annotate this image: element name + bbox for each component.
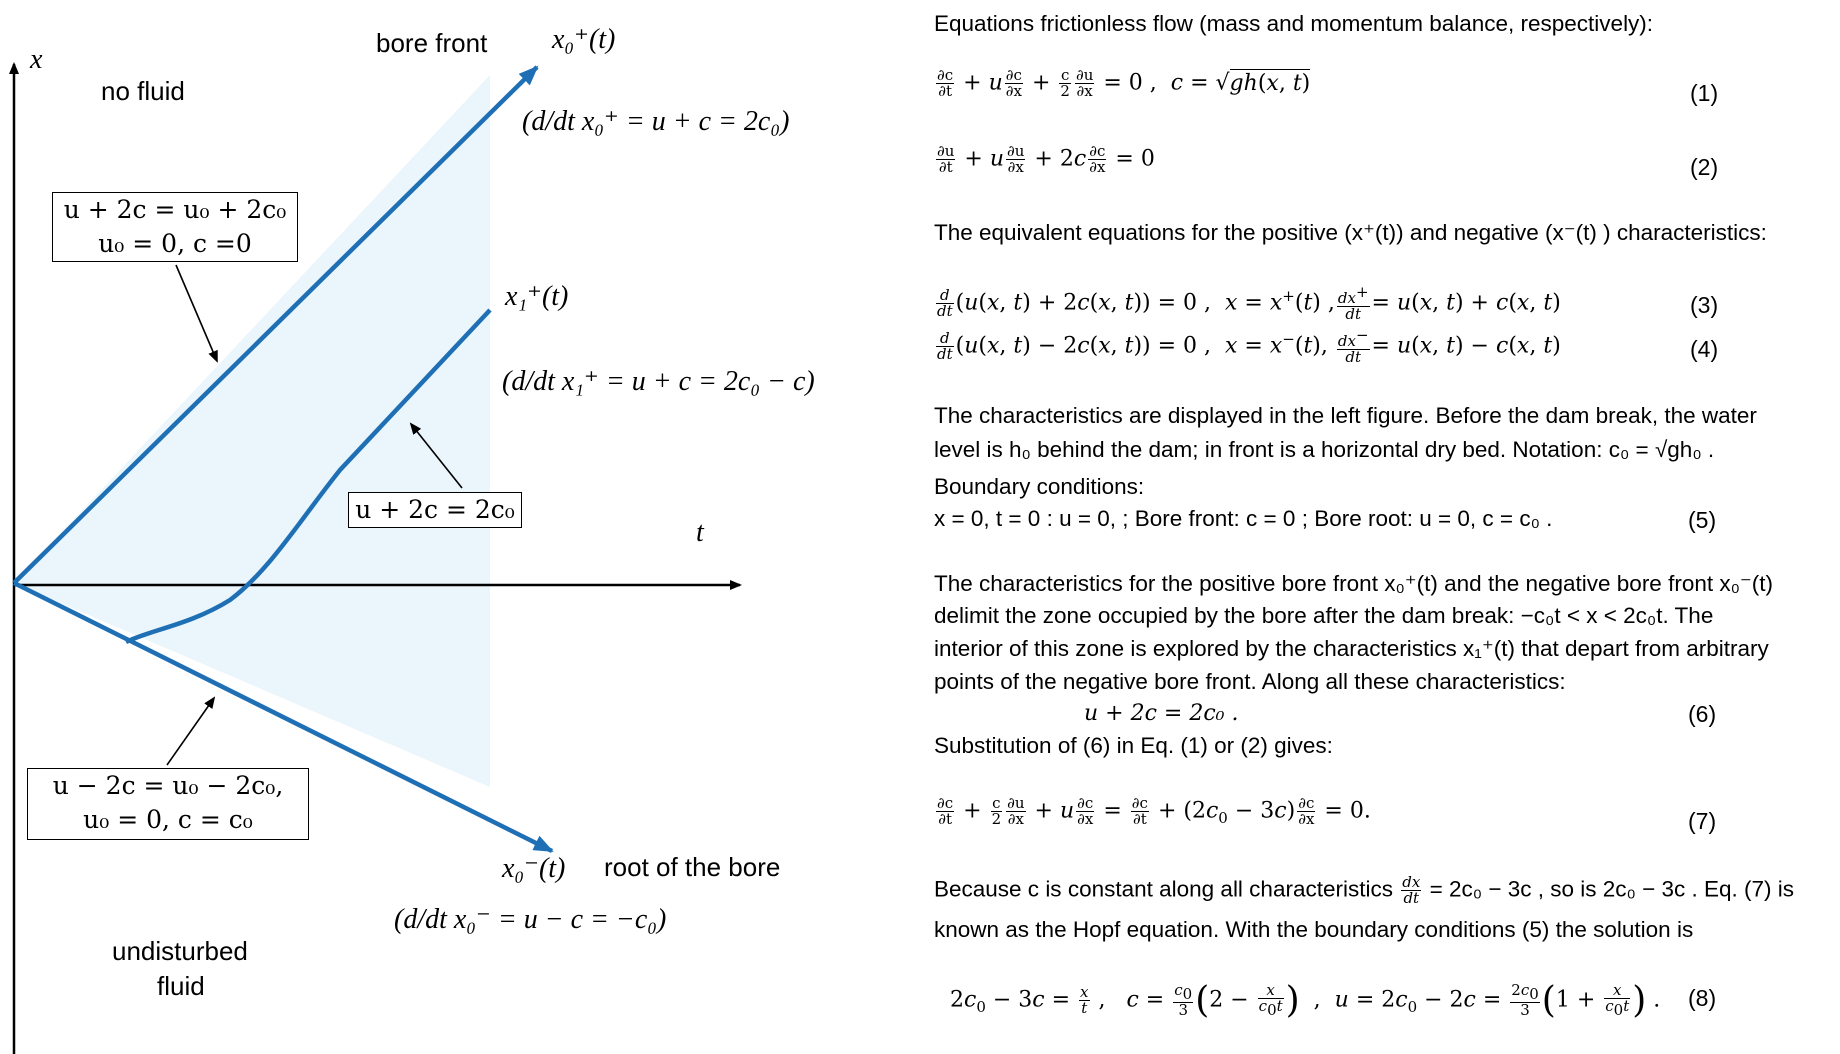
para1-line1: The characteristics are displayed in the left figure. Before the dam break, the water [934,403,1757,428]
equation-8: $2c_0 - 3c$ = $\frac{x}{t}$ , c = $\frac{c_0}{3}$ (2 − $\frac{x}{c_0t}$ ) , $u = 2c_0 - 2c$ = $\frac{2c_0}{3}$ (1 + $\frac{x}{c_0t}$ ) . [950,980,1661,1021]
equation-6: u + 2c = 2c₀ . [1084,701,1239,726]
pointer-arrow-bottom [167,698,214,765]
para4-line1-end: = 2c₀ − 3c , so is 2c₀ − 3c . Eq. (7) is [1429,876,1795,902]
box-bot-line2: u₀ = 0, c = c₀ [83,805,253,834]
riemann-box-top [52,192,298,262]
box-mid-line: u + 2c = 2c₀ [355,495,515,524]
equation-6-number: (6) [1688,701,1717,727]
equation-7-number: (7) [1688,808,1717,834]
x0-plus-label: x₀⁺(t) [552,24,616,55]
pointer-arrow-top [176,265,217,361]
heading: Equations frictionless flow (mass and momentum balance, respectively): [934,11,1654,36]
axis-x-label: x [30,44,43,75]
equation-4-number: (4) [1690,336,1719,362]
explanation-panel [932,0,1832,1054]
para1-line3: Boundary conditions: [934,474,1145,499]
riemann-box-mid [348,492,522,528]
front-velocity-eq: (d/dt x₀⁺ = u + c = 2c₀) [522,106,790,137]
bore-front-label: bore front [376,28,488,58]
x0-minus-label: x₀⁻(t) [502,853,566,884]
equation-3: $\frac{d}{dt}$ (u(x, t) + 2c(x, t)) = 0 , x = x+(t) , $\frac{dx^+}{dt}$ = u(x, t) + c(x, t) [937,283,1561,323]
para4-line2: known as the Hopf equation. With the boundary conditions (5) the solution is [934,917,1694,942]
fluid-label: fluid [157,971,205,1001]
root-of-bore-label: root of the bore [604,852,781,882]
para2-line4: points of the negative bore front. Along all these characteristics: [934,669,1566,694]
equation-3-number: (3) [1690,292,1719,318]
x1-plus-label: x₁⁺(t) [505,281,569,312]
riemann-box-bottom [27,768,309,840]
x1-velocity-eq: (d/dt x₁⁺ = u + c = 2c₀ − c) [502,366,815,397]
para2-line3: interior of this zone is explored by the characteristics x₁⁺(t) that depart from arbitrary [934,636,1769,661]
para2-line2: delimit the zone occupied by the bore after the dam break: −c₀t < x < 2c₀t. The [934,603,1714,628]
undisturbed-label: undisturbed [112,936,248,966]
equation-4: $\frac{d}{dt}$ (u(x, t) − 2c(x, t)) = 0 , x = x−(t), $\frac{dx^-}{dt}$ = u(x, t) − c(x, t) [937,326,1561,366]
para1-line4: x = 0, t = 0 : u = 0, ; Bore front: c = 0 ; Bore root: u = 0, c = c₀ . [934,506,1553,531]
para2-line1: The characteristics for the positive bore front x₀⁺(t) and the negative bore front x₀⁻(t) [934,571,1774,596]
box-top-line2: u₀ = 0, c =0 [98,229,252,258]
para3: Substitution of (6) in Eq. (1) or (2) gives: [934,733,1333,758]
para4-line1-start: Because c is constant along all characteristics [934,876,1393,902]
box-bot-line1: u − 2c = u₀ − 2c₀, [52,771,284,800]
equation-2-number: (2) [1690,154,1719,180]
equation-2: $\frac{\partial u}{\partial t}$ + u $\frac{\partial u}{\partial x}$ + 2c $\frac{\partial c}{\partial x}$ = 0 [937,142,1155,176]
box-top-line1: u + 2c = u₀ + 2c₀ [63,195,287,224]
characteristics-intro: The equivalent equations for the positive (x⁺(t)) and negative (x⁻(t) ) characteristics: [934,220,1767,245]
equation-1: $\frac{\partial c}{\partial t}$ + u $\frac{\partial c}{\partial x}$ + $\frac{c}{2}$ $\frac{\partial u}{\partial x}$ = 0 , c = √gh(x, t) [937,66,1311,100]
equation-5-number: (5) [1688,507,1717,533]
para4-line1: Because c is constant along all characteristics $\frac{dx}{dt}$ = 2c₀ − 3c , so is 2c₀ − 3c . Eq. (7) is [934,873,1795,907]
equation-1-number: (1) [1690,80,1719,106]
equation-8-number: (8) [1688,985,1717,1011]
para1-line2: level is h₀ behind the dam; in front is a horizontal dry bed. Notation: c₀ = √gh₀ . [934,437,1715,462]
root-velocity-eq: (d/dt x₀⁻ = u − c = −c₀) [394,904,667,935]
no-fluid-label: no fluid [101,76,185,106]
equation-7: $\frac{\partial c}{\partial t}$ + $\frac{c}{2}$ $\frac{\partial u}{\partial x}$ + u $\frac{\partial c}{\partial x}$ = $\frac{\partial c}{\partial t}$ + $(2c_0 - 3c)$ $\frac{\partial c}{\partial x}$ = 0. [937,794,1371,828]
axis-t-label: t [696,517,704,548]
